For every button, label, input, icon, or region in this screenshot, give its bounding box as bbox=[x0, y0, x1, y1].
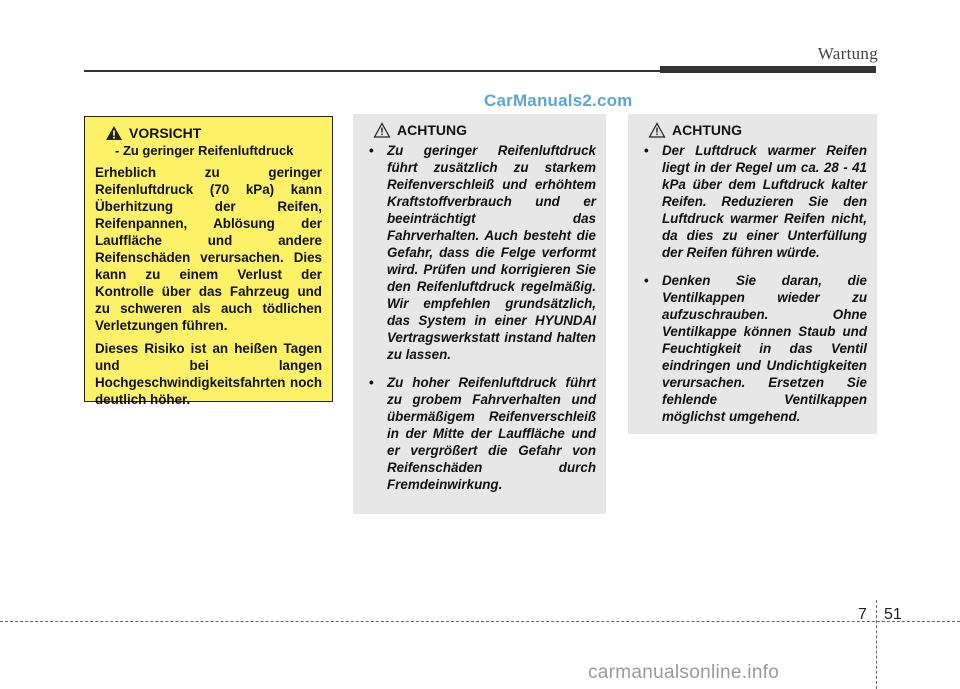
achtung-left-title: ACHTUNG bbox=[397, 122, 467, 138]
warning-icon bbox=[105, 125, 123, 141]
vorsicht-paragraph-2: Dieses Risiko ist an heißen Tagen und bei langen Hochgeschwindigkeitsfahrten noch deutlich höher. bbox=[95, 341, 322, 407]
caution-icon bbox=[648, 122, 666, 138]
achtung-box-left bbox=[353, 114, 606, 514]
achtung-right-list bbox=[638, 142, 867, 425]
vorsicht-subtitle: - Zu geringer Reifenluftdruck bbox=[115, 143, 294, 158]
list-item: • Der Luftdruck warmer Reifen liegt in der Regel um ca. 28 - 41 kPa über dem Luftdruck kalter Reifen. Reduzieren Sie den Luftdruck warmer Reifen nicht, da dies zu einer Unterfüllung der Reifen führen würde. bbox=[638, 142, 867, 261]
list-item: • Zu geringer Reifenluftdruck führt zusätzlich zu starkem Reifenverschleiß und erhöhtem Kraftstoffverbrauch und er beeinträchtigt das Fahrverhalten. Auch besteht die Gefahr, dass die Felge verformt wird. Prüfen und korrigieren Sie den Reifenluftdruck regelmäßig. Wir empfehlen grundsätzlich, das System in einer HYUNDAI Vertragswerkstatt instand halten zu lassen. bbox=[363, 142, 596, 363]
vorsicht-title: VORSICHT bbox=[129, 125, 202, 141]
achtung-left-header bbox=[363, 122, 596, 138]
vorsicht-header bbox=[95, 125, 322, 141]
watermark-top[interactable]: CarManuals2.com bbox=[484, 91, 633, 110]
header-rule bbox=[84, 70, 660, 72]
header-bar bbox=[660, 66, 876, 73]
caution-icon bbox=[373, 122, 391, 138]
achtung-right-title: ACHTUNG bbox=[672, 122, 742, 138]
page-number: 51 bbox=[884, 606, 902, 623]
footer-dashed-line bbox=[0, 621, 960, 622]
header-title: Wartung bbox=[817, 44, 878, 63]
list-item: • Zu hoher Reifenluftdruck führt zu grobem Fahrverhalten und übermäßigem Reifenverschleiß in der Mitte der Lauffläche und er vergrößert die Gefahr von Reifenschäden durch Fremdeinwirkung. bbox=[363, 374, 596, 493]
vorsicht-box bbox=[84, 116, 333, 407]
vorsicht-paragraph-1: Erheblich zu geringer Reifenluftdruck (70 kPa) kann Überhitzung der Reifen, Reifenpannen, Ablösung der Lauffläche und andere Reifenschäden verursachen. Dies kann zu einem Verlust der Kontrolle über das Fahrzeug und zu schweren als auch tödlichen Verletzungen führen. bbox=[95, 165, 322, 333]
achtung-left-list bbox=[363, 142, 596, 493]
footer-divider bbox=[876, 600, 877, 689]
list-item: • Denken Sie daran, die Ventilkappen wieder zu aufzuschrauben. Ohne Ventilkappe können Staub und Feuchtigkeit in das Ventil eindringen und Undichtigkeiten verursachen. Ersetzen Sie fehlende Ventilkappen möglichst umgehend. bbox=[638, 272, 867, 425]
achtung-box-right bbox=[628, 114, 877, 434]
achtung-right-header bbox=[638, 122, 867, 138]
watermark-bottom[interactable]: carmanualsonline.info bbox=[588, 662, 780, 683]
page-chapter-number: 7 bbox=[858, 606, 867, 623]
